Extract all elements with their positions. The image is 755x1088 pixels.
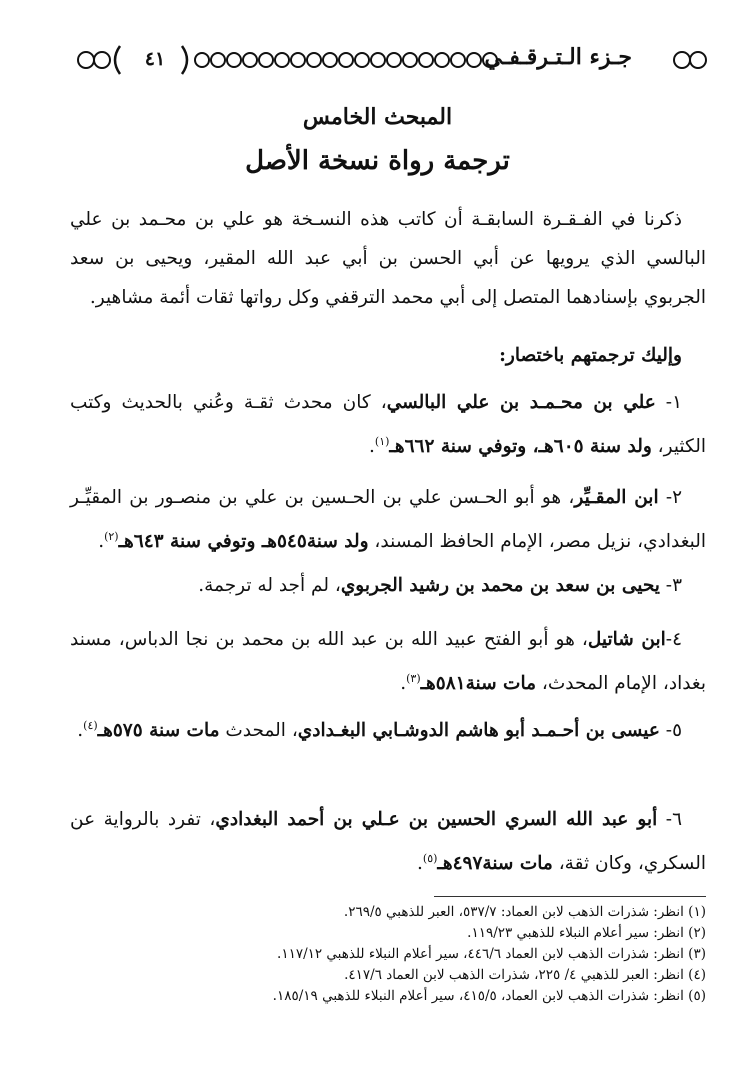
chain-loop xyxy=(275,53,289,67)
chain-loop xyxy=(403,53,417,67)
entry-dates: ولد سنة ٦٠٥هـ، وتوفي سنة ٦٦٢هـ xyxy=(389,436,652,458)
chain-loop xyxy=(307,53,321,67)
entry-5: ٥- عيسى بن أحـمـد أبو هاشم الدوشـابي البغـدادي، المحدث مات سنة ٥٧٥هـ$^{(٤)}$. xyxy=(77,719,682,742)
entry-name: عيسى بن أحـمـد أبو هاشم الدوشـابي البغـدادي xyxy=(297,720,660,742)
footnote-2: (٢) انظر: سير أعلام النبلاء للذهبي ١١٩/٢٣. xyxy=(467,925,706,941)
chain-loop xyxy=(323,53,337,67)
entry-name: ابن المقـيِّر xyxy=(574,487,659,508)
chain-loop xyxy=(419,53,433,67)
entry-number: ٦- xyxy=(657,809,682,830)
entry-1: ١- علي بن محـمـد بن علي البالسي، كان محدث ثقـة وعُني بالحديث وكتب الكثير، ولد سنة ٦٠٥هـ، وتوفي سنة ٦٦٢هـ$^{(١)}$. xyxy=(70,392,706,458)
entry-number: ٥- xyxy=(659,720,682,742)
running-header xyxy=(70,38,710,82)
running-title: جـزء الـتـرقـفـي xyxy=(484,44,632,70)
chain-loop xyxy=(195,53,209,67)
lead-line: وإليك ترجمتهم باختصار: xyxy=(499,345,682,366)
section-heading: المبحث الخامس xyxy=(302,104,453,130)
footnote-5: (٥) انظر: شذرات الذهب لابن العماد، ٤١٥/٥، سير أعلام النبلاء للذهبي ١٨٥/١٩. xyxy=(272,988,706,1004)
entry-text: ، لم أجد له ترجمة. xyxy=(198,575,341,596)
entry-dates: مات سنة٥٨١هـ xyxy=(420,673,537,695)
entry-6: ٦- أبو عبد الله السري الحسين بن عـلي بن أحمد البغدادي، تفرد بالرواية عن السكري، وكان ثقة، مات سنة٤٩٧هـ$^{(٥)}$. xyxy=(70,809,706,875)
chapter-title: ترجمة رواة نسخة الأصل xyxy=(245,146,510,176)
footnote-ref: (٥) xyxy=(422,852,438,865)
entry-3 xyxy=(70,566,706,605)
chain-loop xyxy=(451,53,465,67)
entry-name: يحيى بن سعد بن محمد بن رشيد الجربوي xyxy=(340,575,660,596)
chain-loop xyxy=(259,53,273,67)
chain-loop xyxy=(211,53,225,67)
footnote-ref: (٢) xyxy=(104,530,119,543)
entry-number: ٣- xyxy=(659,575,682,596)
chain-loop xyxy=(371,53,385,67)
footnote-ref: (٤) xyxy=(83,719,98,732)
entry-2: ٢- ابن المقـيِّر، هو أبو الحـسن علي بن الحـسين بن علي بن منصـور بن المقيِّـر البغدادي، نزيل مصر، الإمام الحافظ المسند، ولد سنة٥٤٥هـ وتوفي سنة ٦٤٣هـ$^{(٢)}$. xyxy=(70,487,706,553)
chain-loop xyxy=(435,53,449,67)
entry-number: ١- xyxy=(655,392,682,413)
entry-text: ، المحدث xyxy=(219,720,298,742)
entry-name: أبو عبد الله السري الحسين بن عـلي بن أحمد البغدادي xyxy=(215,809,658,830)
entry-text: ، كان محدث ثقـة وعُني بالحديث وكتب الكثير، xyxy=(70,392,706,458)
entry-name: ابن شاتيل xyxy=(587,629,666,650)
chain-loop xyxy=(467,53,481,67)
entry-number: ٢- xyxy=(658,487,683,508)
entry-dates: مات سنة٤٩٧هـ xyxy=(437,853,553,875)
entry-dates: مات سنة ٥٧٥هـ xyxy=(97,720,220,742)
page-number: ٤١ xyxy=(144,48,166,70)
chain-loop xyxy=(291,53,305,67)
chain-loop xyxy=(243,53,257,67)
footnote-ref: (١) xyxy=(374,435,390,448)
footnote-1: (١) انظر: شذرات الذهب لابن العماد: ٥٣٧/٧، العبر للذهبي ٢٦٩/٥. xyxy=(343,904,706,920)
footnote-3: (٣) انظر: شذرات الذهب لابن العماد ٤٤٦/٦، سير أعلام النبلاء للذهبي ١١٧/١٢. xyxy=(277,946,706,962)
footnote-divider xyxy=(434,896,706,897)
intro-paragraph: ذكرنا في الفـقـرة السابقـة أن كاتب هذه النسـخة هو علي بن محـمد بن علي البالسي الذي يرويها عن أبي الحسن بن أبي عبد الله المقير، ويحيى بن سعد الجربوي بإسنادهما المتصل إلى أبي محمد الترقفي وكل رواتها ثقات أئمة مشاهير. xyxy=(70,209,706,308)
chain-loop xyxy=(387,53,401,67)
chain-loop xyxy=(339,53,353,67)
entry-text: ، هو أبو الفتح عبيد الله بن عبد الله بن محمد بن نجا الدباس، مسند بغداد، الإمام المحدث، xyxy=(70,629,706,695)
entry-text: ، هو أبو الحـسن علي بن الحـسين بن علي بن منصـور بن المقيِّـر البغدادي، نزيل مصر، الإمام الحافظ المسند، xyxy=(70,487,706,553)
chain-loop xyxy=(227,53,241,67)
entry-name: علي بن محـمـد بن علي البالسي xyxy=(386,392,656,413)
entry-4: ٤-ابن شاتيل، هو أبو الفتح عبيد الله بن عبد الله بن محمد بن نجا الدباس، مسند بغداد، الإمام المحدث، مات سنة٥٨١هـ$^{(٣)}$. xyxy=(70,629,706,695)
chain-loop xyxy=(355,53,369,67)
entry-text: ، تفرد بالرواية عن السكري، وكان ثقة، xyxy=(70,809,706,875)
entry-dates: ولد سنة٥٤٥هـ وتوفي سنة ٦٤٣هـ xyxy=(118,531,369,553)
entry-number: ٤- xyxy=(665,629,682,650)
footnote-4: (٤) انظر: العبر للذهبي ٤/ ٢٢٥، شذرات الذهب لابن العماد ٤١٧/٦. xyxy=(344,967,706,983)
footnote-ref: (٣) xyxy=(406,672,421,685)
